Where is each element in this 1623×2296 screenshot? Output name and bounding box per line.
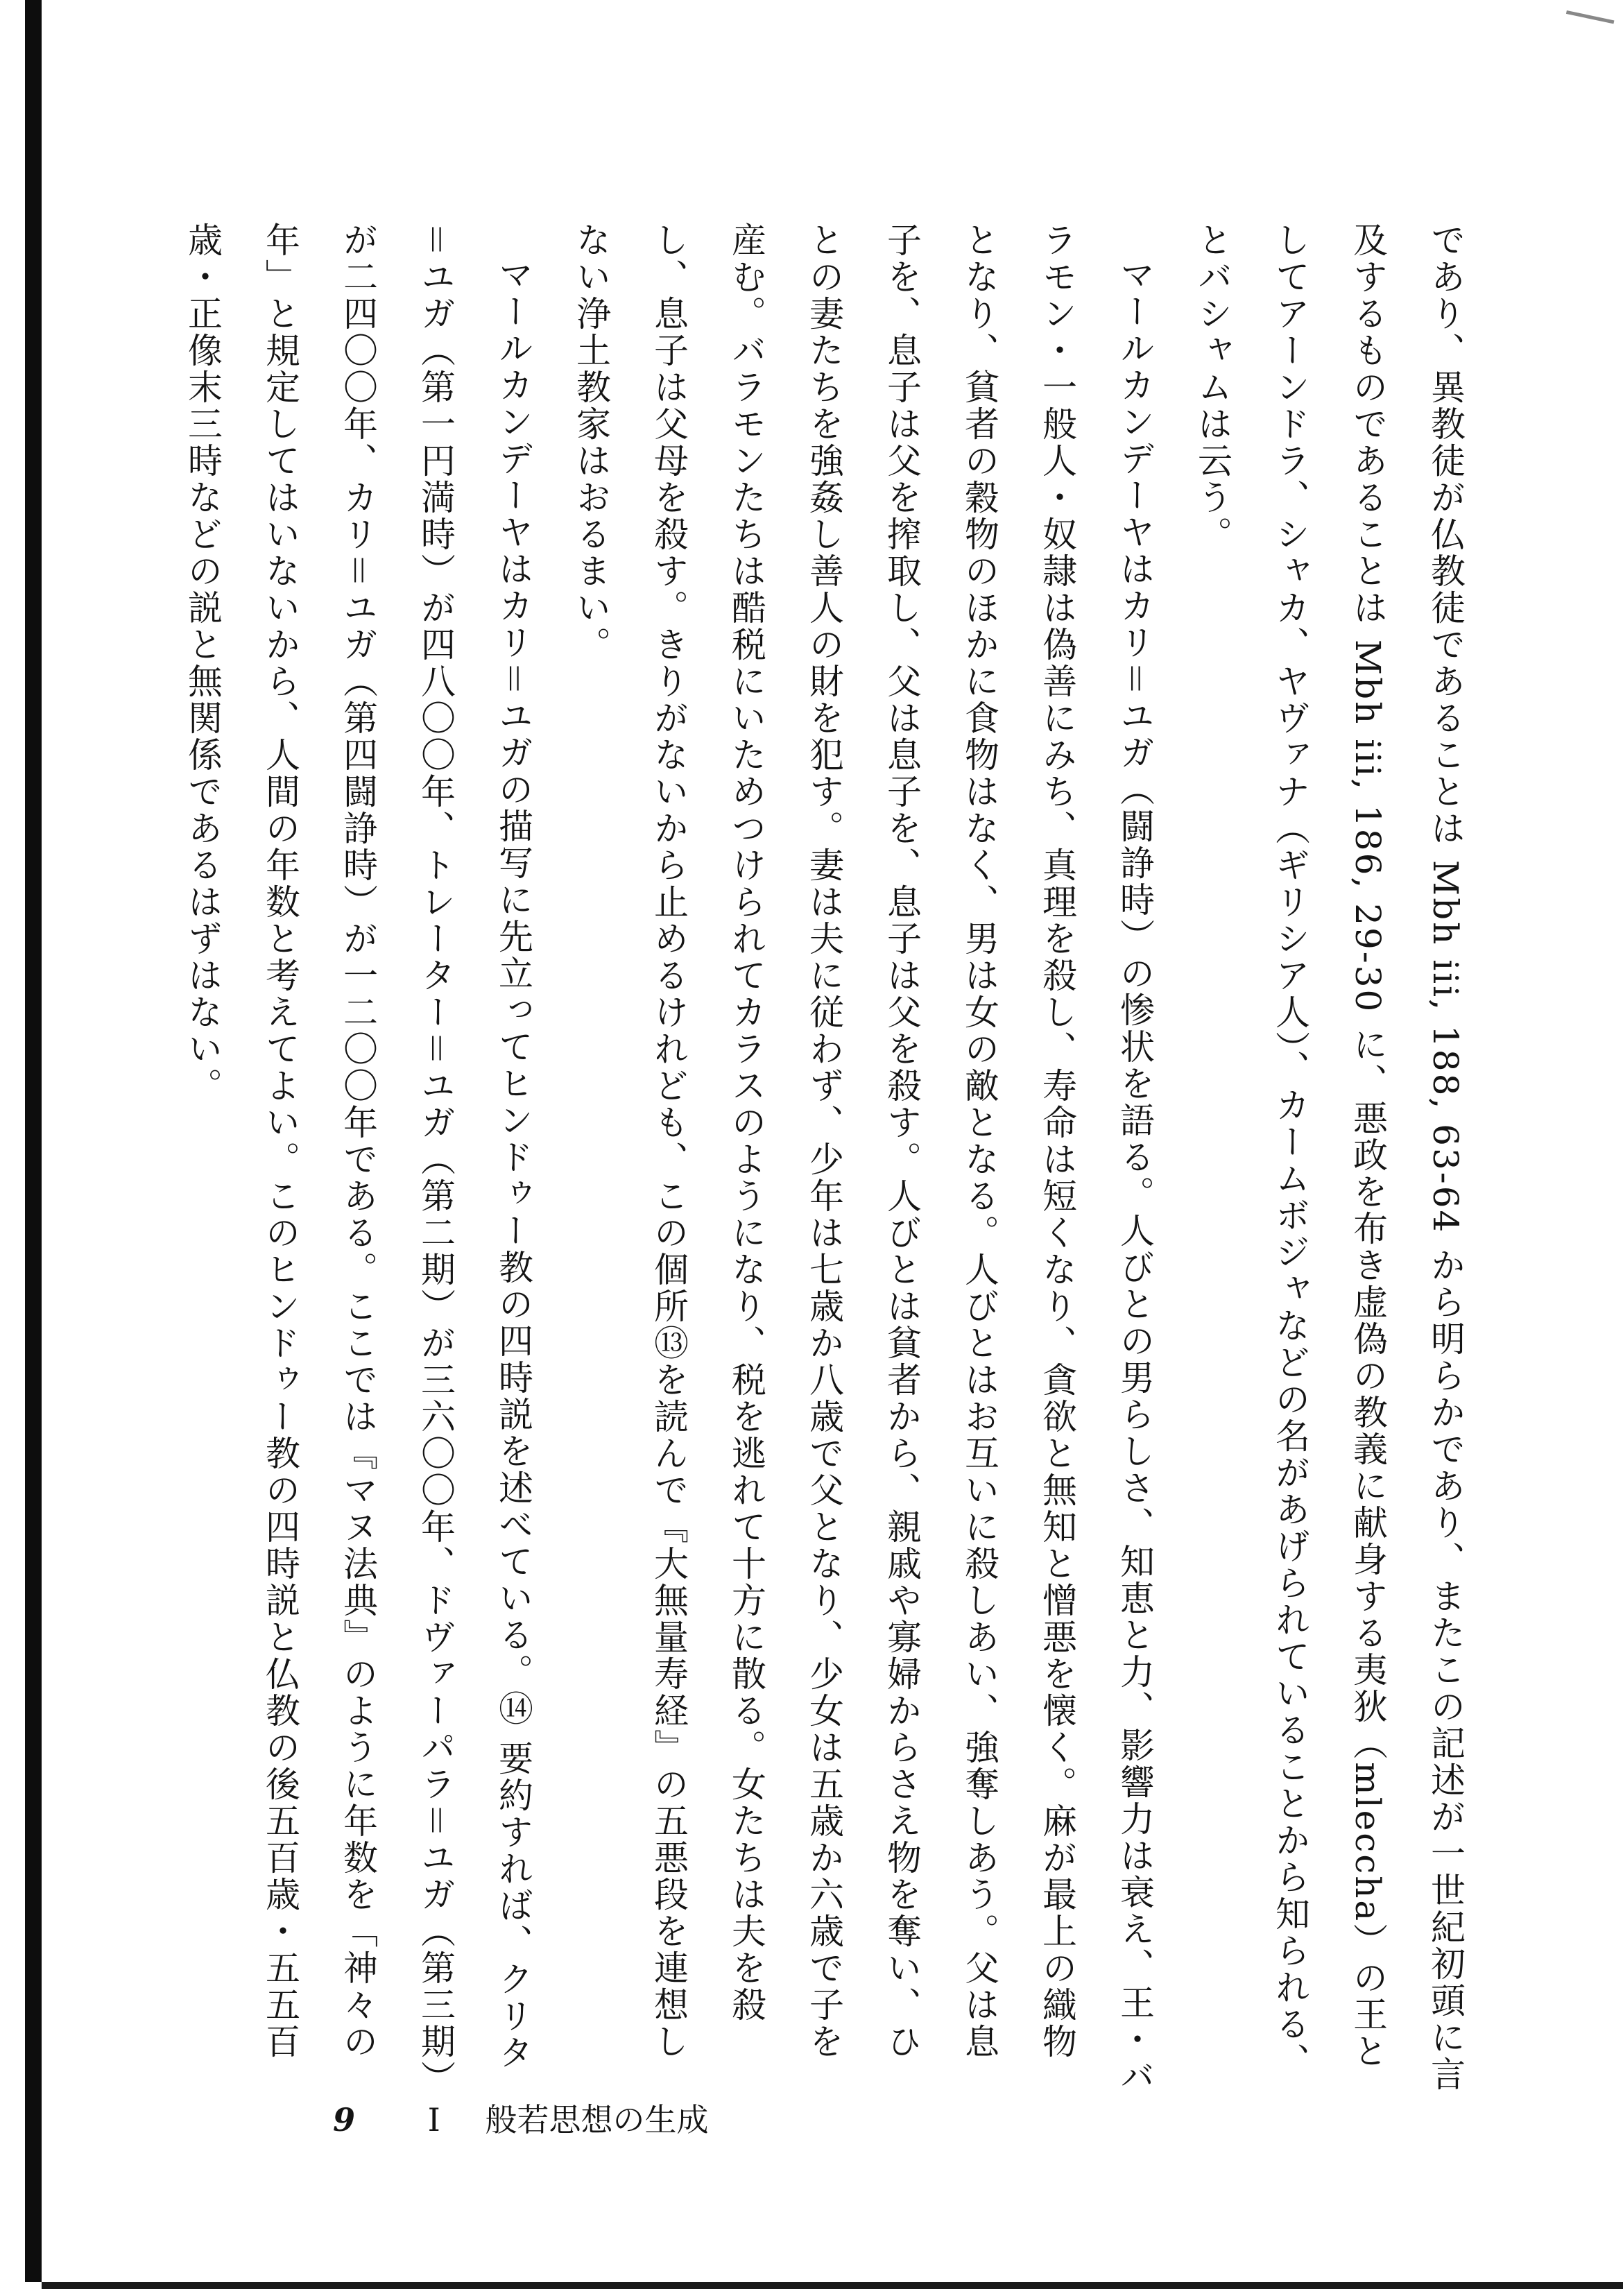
paragraph-3: マールカンデーヤはカリ＝ユガの描写に先立ってヒンドゥー教の四時説を述べている。⑭ 要約すれば、クリタ＝ユガ（第一円満時）が四八〇〇年、トレーター＝ユガ（第二期）が三六〇〇年、ドヴァーパラ＝ユガ（第三期）が二四〇〇年、カリ＝ユガ（第四闘諍時）が一二〇〇年である。ここでは『マヌ法典』のように年数を「神々の年」と規定してはいないから、人間の年数と考えてよい。このヒンドゥー教の四時説と仏教の後五百歳・五五百歳・正像末三時などの説と無関係であるはずはない。: [182, 222, 533, 2080]
page-footer: [333, 2095, 708, 2141]
page-number: 9: [333, 2101, 356, 2139]
part-number: I: [427, 2101, 440, 2139]
body-text: [182, 222, 1484, 2095]
paragraph-1: であり、異教徒が仏教徒であることは Mbh iii, 188, 63-64 から明らかであり、またこの記述が一世紀初頭に言及するものであることは Mbh iii, 186, 29-30 に、悪政を布き虚偽の教義に献身する夷狄（mleccha）の王としてアーンドラ、シャカ、ヤヴァナ（ギリシア人）、カームボジャなどの名があげられていることから知られる、とバシャムは云う。: [1192, 222, 1466, 2093]
scan-corner-mark: [1564, 10, 1615, 35]
chapter-title: 般若思想の生成: [485, 2101, 709, 2139]
paragraph-2: マールカンデーヤはカリ＝ユガ（闘諍時）の惨状を語る。人びとの男らしさ、知恵と力、影響力は衰え、王・バラモン・一般人・奴隷は偽善にみち、真理を殺し、寿命は短くなり、貪欲と無知と憎悪を懐く。麻が最上の織物となり、貧者の穀物のほかに食物はなく、男は女の敵となる。人びとはお互いに殺しあい、強奪しあう。父は息子を、息子は父を搾取し、父は息子を、息子は父を殺す。人びとは貧者から、親戚や寡婦からさえ物を奪い、ひとの妻たちを強姦し善人の財を犯す。妻は夫に従わず、少年は七歳か八歳で父となり、少女は五歳か六歳で子を産む。バラモンたちは酷税にいためつけられてカラスのようになり、税を逃れて十方に散る。女たちは夫を殺し、息子は父母を殺す。きりがないから止めるけれども、この個所⑬を読んで『大無量寿経』の五悪段を連想しない浄土教家はおるまい。: [571, 222, 1155, 2095]
scan-binding-edge: [25, 0, 42, 2282]
scan-bottom-edge: [42, 2282, 1623, 2289]
